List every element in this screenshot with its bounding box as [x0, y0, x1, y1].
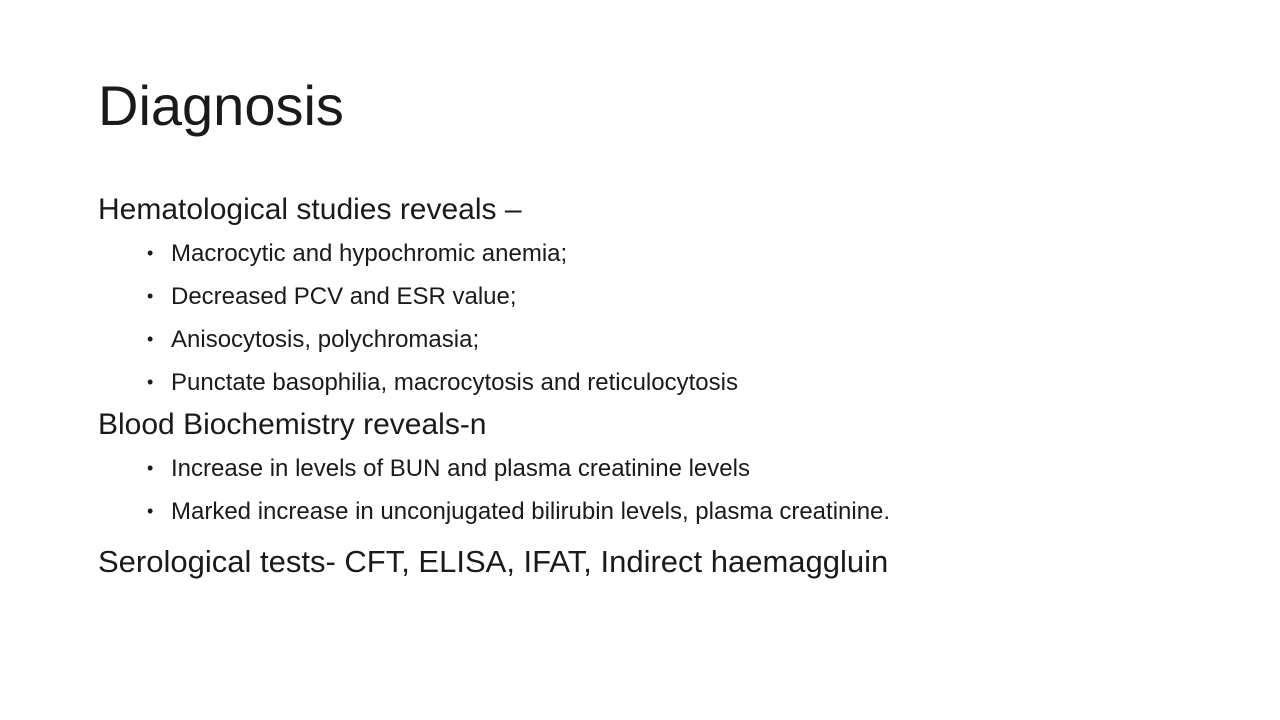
section-heading: Hematological studies reveals –: [98, 193, 522, 226]
bullet-item: [98, 275, 1218, 318]
bullet-text: Marked increase in unconjugated bilirubin levels, plasma creatinine.: [171, 498, 891, 525]
bullet-list: [98, 447, 1218, 533]
bullet-item: [98, 361, 1218, 404]
bullet-text: Decreased PCV and ESR value;: [171, 283, 517, 310]
bullet-dot-icon: •: [147, 243, 154, 263]
bullet-list: [98, 232, 1218, 404]
section-serological: [98, 542, 1218, 582]
bullet-text: Punctate basophilia, macrocytosis and reticulocytosis: [171, 369, 738, 396]
bullet-dot-icon: •: [147, 329, 154, 349]
bullet-dot-icon: •: [147, 372, 154, 392]
bullet-item: [98, 318, 1218, 361]
bullet-item: [98, 232, 1218, 275]
section-heading: Serological tests- CFT, ELISA, IFAT, Indirect haemaggluin: [98, 544, 889, 579]
section-hematological: [98, 190, 1218, 404]
slide-body: [98, 190, 1218, 582]
bullet-text: Macrocytic and hypochromic anemia;: [171, 240, 568, 267]
bullet-dot-icon: •: [147, 501, 154, 521]
bullet-dot-icon: •: [147, 458, 154, 478]
bullet-text: Increase in levels of BUN and plasma creatinine levels: [171, 455, 750, 482]
bullet-item: [98, 490, 1218, 533]
slide-title: Diagnosis: [98, 74, 344, 137]
bullet-dot-icon: •: [147, 286, 154, 306]
bullet-text: Anisocytosis, polychromasia;: [171, 326, 480, 353]
section-biochemistry: [98, 405, 1218, 533]
section-heading: Blood Biochemistry reveals-n: [98, 408, 487, 441]
bullet-item: [98, 447, 1218, 490]
